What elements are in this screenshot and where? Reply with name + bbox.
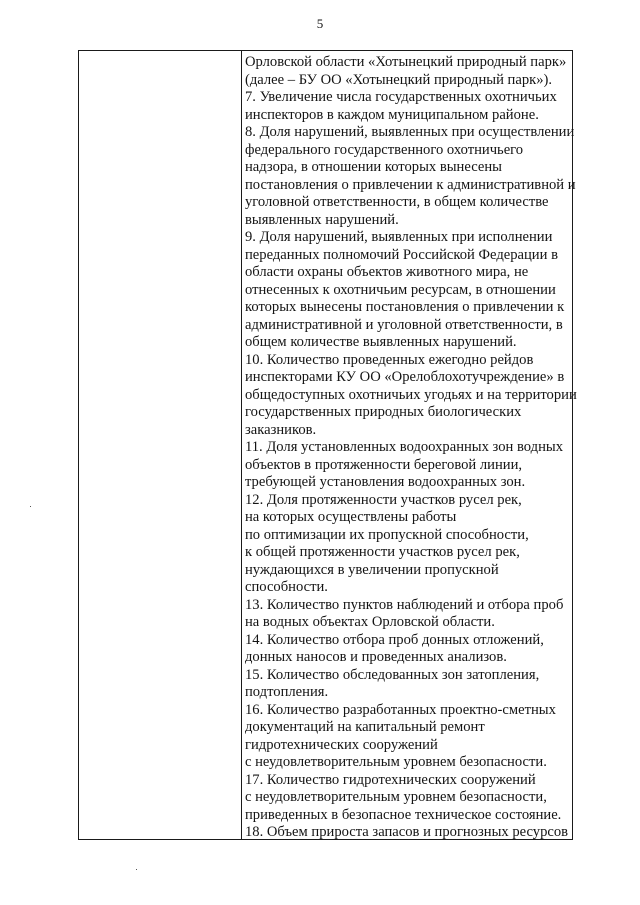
text-line: области охраны объектов животного мира, не <box>245 264 529 280</box>
text-line: федерального государственного охотничьего <box>245 141 524 158</box>
text-line: 17. Количество гидротехнических сооружений <box>245 771 536 788</box>
text-line: приведенных в безопасное техническое состояние. <box>245 806 562 823</box>
text-line: 16. Количество разработанных проектно-сметных <box>245 701 556 718</box>
text-line: надзора, в отношении которых вынесены <box>245 159 502 175</box>
text-line: 14. Количество отбора проб донных отложений, <box>245 631 544 648</box>
text-line: 13. Количество пунктов наблюдений и отбора проб <box>245 596 564 613</box>
text-line: общедоступных охотничьих угодьях и на территории <box>245 386 577 403</box>
text-line: объектов в протяженности береговой линии, <box>245 456 523 473</box>
text-line: 15. Количество обследованных зон затопления, <box>245 666 540 683</box>
text-line: инспекторами КУ ОО «Орелоблохотучреждение» в <box>245 369 565 385</box>
scan-speck <box>136 869 137 870</box>
text-line: по оптимизации их пропускной способности, <box>245 526 529 543</box>
text-line: государственных природных биологических <box>245 404 522 420</box>
text-line: Орловской области «Хотынецкий природный парк» <box>245 54 567 70</box>
text-line: инспекторов в каждом муниципальном районе. <box>245 106 539 123</box>
text-line: подтопления. <box>245 684 329 700</box>
right-column-cell <box>242 51 577 840</box>
scan-speck <box>30 506 31 507</box>
text-line: на которых осуществлены работы <box>245 509 457 525</box>
text-line: общем количестве выявленных нарушений. <box>245 334 517 350</box>
text-line: 8. Доля нарушений, выявленных при осуществлении <box>245 124 575 140</box>
text-line: способности. <box>245 579 328 595</box>
text-line: с неудовлетворительным уровнем безопасности, <box>245 789 547 805</box>
content-table <box>78 50 577 840</box>
page-number: 5 <box>316 16 324 31</box>
text-line: административной и уголовной ответственности, в <box>245 316 563 333</box>
text-line: с неудовлетворительным уровнем безопасности. <box>245 754 547 770</box>
text-line: (далее – БУ ОО «Хотынецкий природный парк»). <box>245 71 553 88</box>
text-line: требующей установления водоохранных зон. <box>245 474 526 490</box>
text-line: 7. Увеличение числа государственных охотничьих <box>245 89 557 105</box>
left-column-cell <box>79 51 242 839</box>
text-line: постановления о привлечении к административной и <box>245 176 576 193</box>
text-line: 12. Доля протяженности участков русел рек, <box>245 491 522 508</box>
text-line: которых вынесены постановления о привлечении к <box>245 299 565 315</box>
text-line: 9. Доля нарушений, выявленных при исполнении <box>245 229 553 245</box>
text-line: 11. Доля установленных водоохранных зон водных <box>245 439 563 455</box>
text-line: к общей протяженности участков русел рек, <box>245 544 520 560</box>
text-line: 18. Объем прироста запасов и прогнозных ресурсов <box>245 824 569 840</box>
text-line: выявленных нарушений. <box>245 211 399 228</box>
text-line: донных наносов и проведенных анализов. <box>245 649 507 665</box>
text-line: на водных объектах Орловской области. <box>245 614 495 630</box>
text-line: нуждающихся в увеличении пропускной <box>245 561 499 578</box>
text-line: гидротехнических сооружений <box>245 736 438 753</box>
text-line: 10. Количество проведенных ежегодно рейдов <box>245 351 534 368</box>
text-line: заказников. <box>245 421 317 438</box>
text-line: отнесенных к охотничьим ресурсам, в отношении <box>245 281 556 298</box>
text-line: уголовной ответственности, в общем количестве <box>245 194 549 210</box>
text-line: документаций на капитальный ремонт <box>245 719 485 735</box>
text-line: переданных полномочий Российской Федерации в <box>245 246 558 263</box>
